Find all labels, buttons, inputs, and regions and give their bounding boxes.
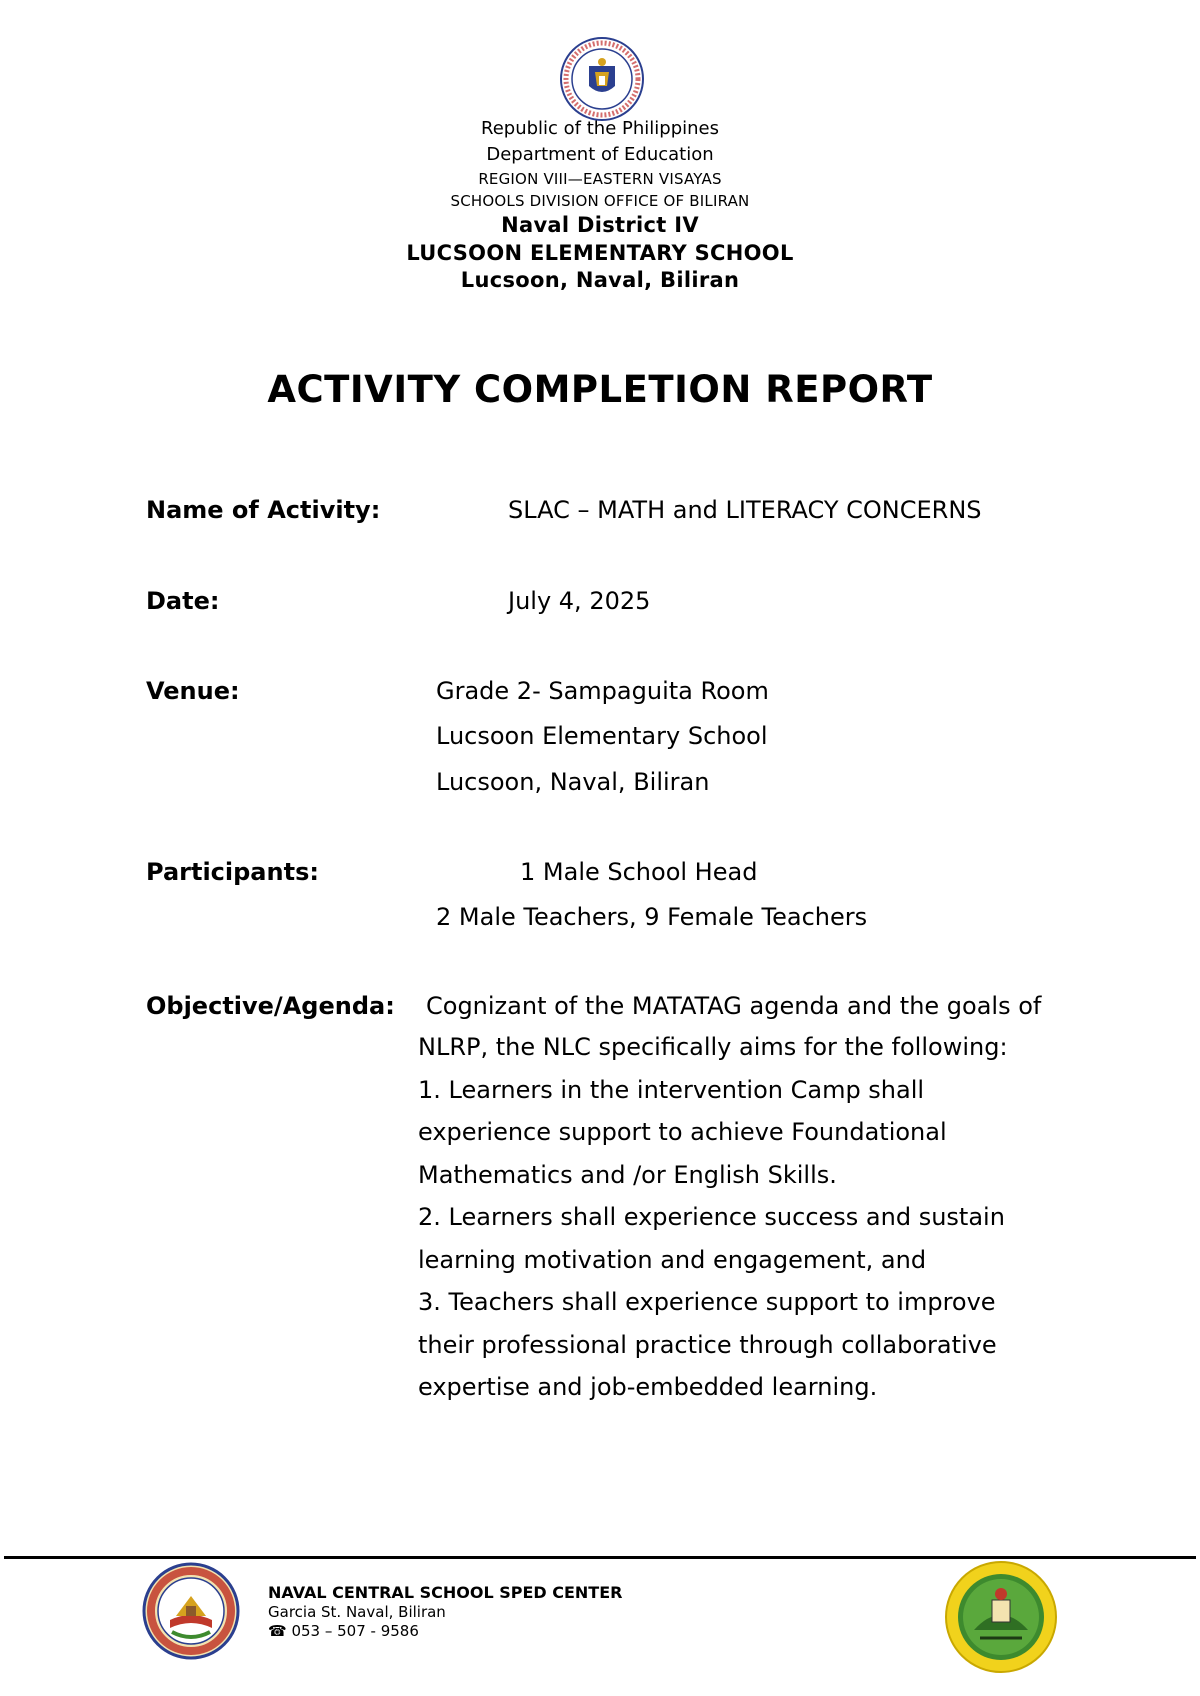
matatag-logo-icon bbox=[944, 1560, 1058, 1674]
footer-school-name: NAVAL CENTRAL SCHOOL SPED CENTER bbox=[268, 1583, 623, 1602]
header-school-address: Lucsoon, Naval, Biliran bbox=[460, 268, 740, 292]
telephone-icon: ☎ bbox=[268, 1622, 292, 1640]
participants-label: Participants: bbox=[146, 858, 319, 886]
activity-label: Name of Activity: bbox=[146, 496, 381, 524]
venue-label: Venue: bbox=[146, 677, 240, 705]
header-school-name: LUCSOON ELEMENTARY SCHOOL bbox=[406, 241, 794, 265]
objective-first-line: Cognizant of the MATATAG agenda and the goals of bbox=[426, 992, 1042, 1020]
venue-line-1: Grade 2- Sampaguita Room bbox=[436, 677, 769, 705]
objective-line: 2. Learners shall experience success and sustain bbox=[418, 1203, 1005, 1231]
objective-line: experience support to achieve Foundational bbox=[418, 1118, 947, 1146]
date-value: July 4, 2025 bbox=[508, 587, 651, 615]
objective-label: Objective/Agenda: bbox=[146, 992, 395, 1020]
footer-phone-row bbox=[268, 1622, 419, 1640]
footer-divider bbox=[4, 1556, 1196, 1559]
objective-line: their professional practice through collaborative bbox=[418, 1330, 997, 1359]
naval-central-school-logo-icon bbox=[142, 1562, 240, 1660]
header-republic: Republic of the Philippines bbox=[481, 118, 719, 139]
header-region: REGION VIII—EASTERN VISAYAS bbox=[478, 170, 722, 188]
activity-value: SLAC – MATH and LITERACY CONCERNS bbox=[508, 496, 982, 524]
participants-line-2: 2 Male Teachers, 9 Female Teachers bbox=[436, 903, 868, 931]
header-district: Naval District IV bbox=[501, 213, 699, 237]
deped-seal-icon bbox=[559, 36, 645, 122]
objective-line: Mathematics and /or English Skills. bbox=[418, 1160, 837, 1189]
footer-address: Garcia St. Naval, Biliran bbox=[268, 1603, 446, 1621]
venue-line-3: Lucsoon, Naval, Biliran bbox=[436, 768, 710, 796]
objective-line: expertise and job-embedded learning. bbox=[418, 1373, 878, 1401]
header-division: SCHOOLS DIVISION OFFICE OF BILIRAN bbox=[450, 192, 750, 210]
venue-line-2: Lucsoon Elementary School bbox=[436, 722, 768, 750]
footer-phone: 053 – 507 - 9586 bbox=[291, 1622, 419, 1640]
date-label: Date: bbox=[146, 587, 220, 615]
objective-line: 3. Teachers shall experience support to improve bbox=[418, 1288, 996, 1316]
participants-line-1: 1 Male School Head bbox=[520, 858, 758, 886]
objective-line: learning motivation and engagement, and bbox=[418, 1245, 927, 1274]
header-department: Department of Education bbox=[486, 144, 714, 165]
objective-line: NLRP, the NLC specifically aims for the following: bbox=[418, 1033, 1008, 1061]
objective-body bbox=[418, 1026, 1078, 1409]
page-title: ACTIVITY COMPLETION REPORT bbox=[267, 368, 933, 411]
objective-line: 1. Learners in the intervention Camp shall bbox=[418, 1075, 925, 1104]
